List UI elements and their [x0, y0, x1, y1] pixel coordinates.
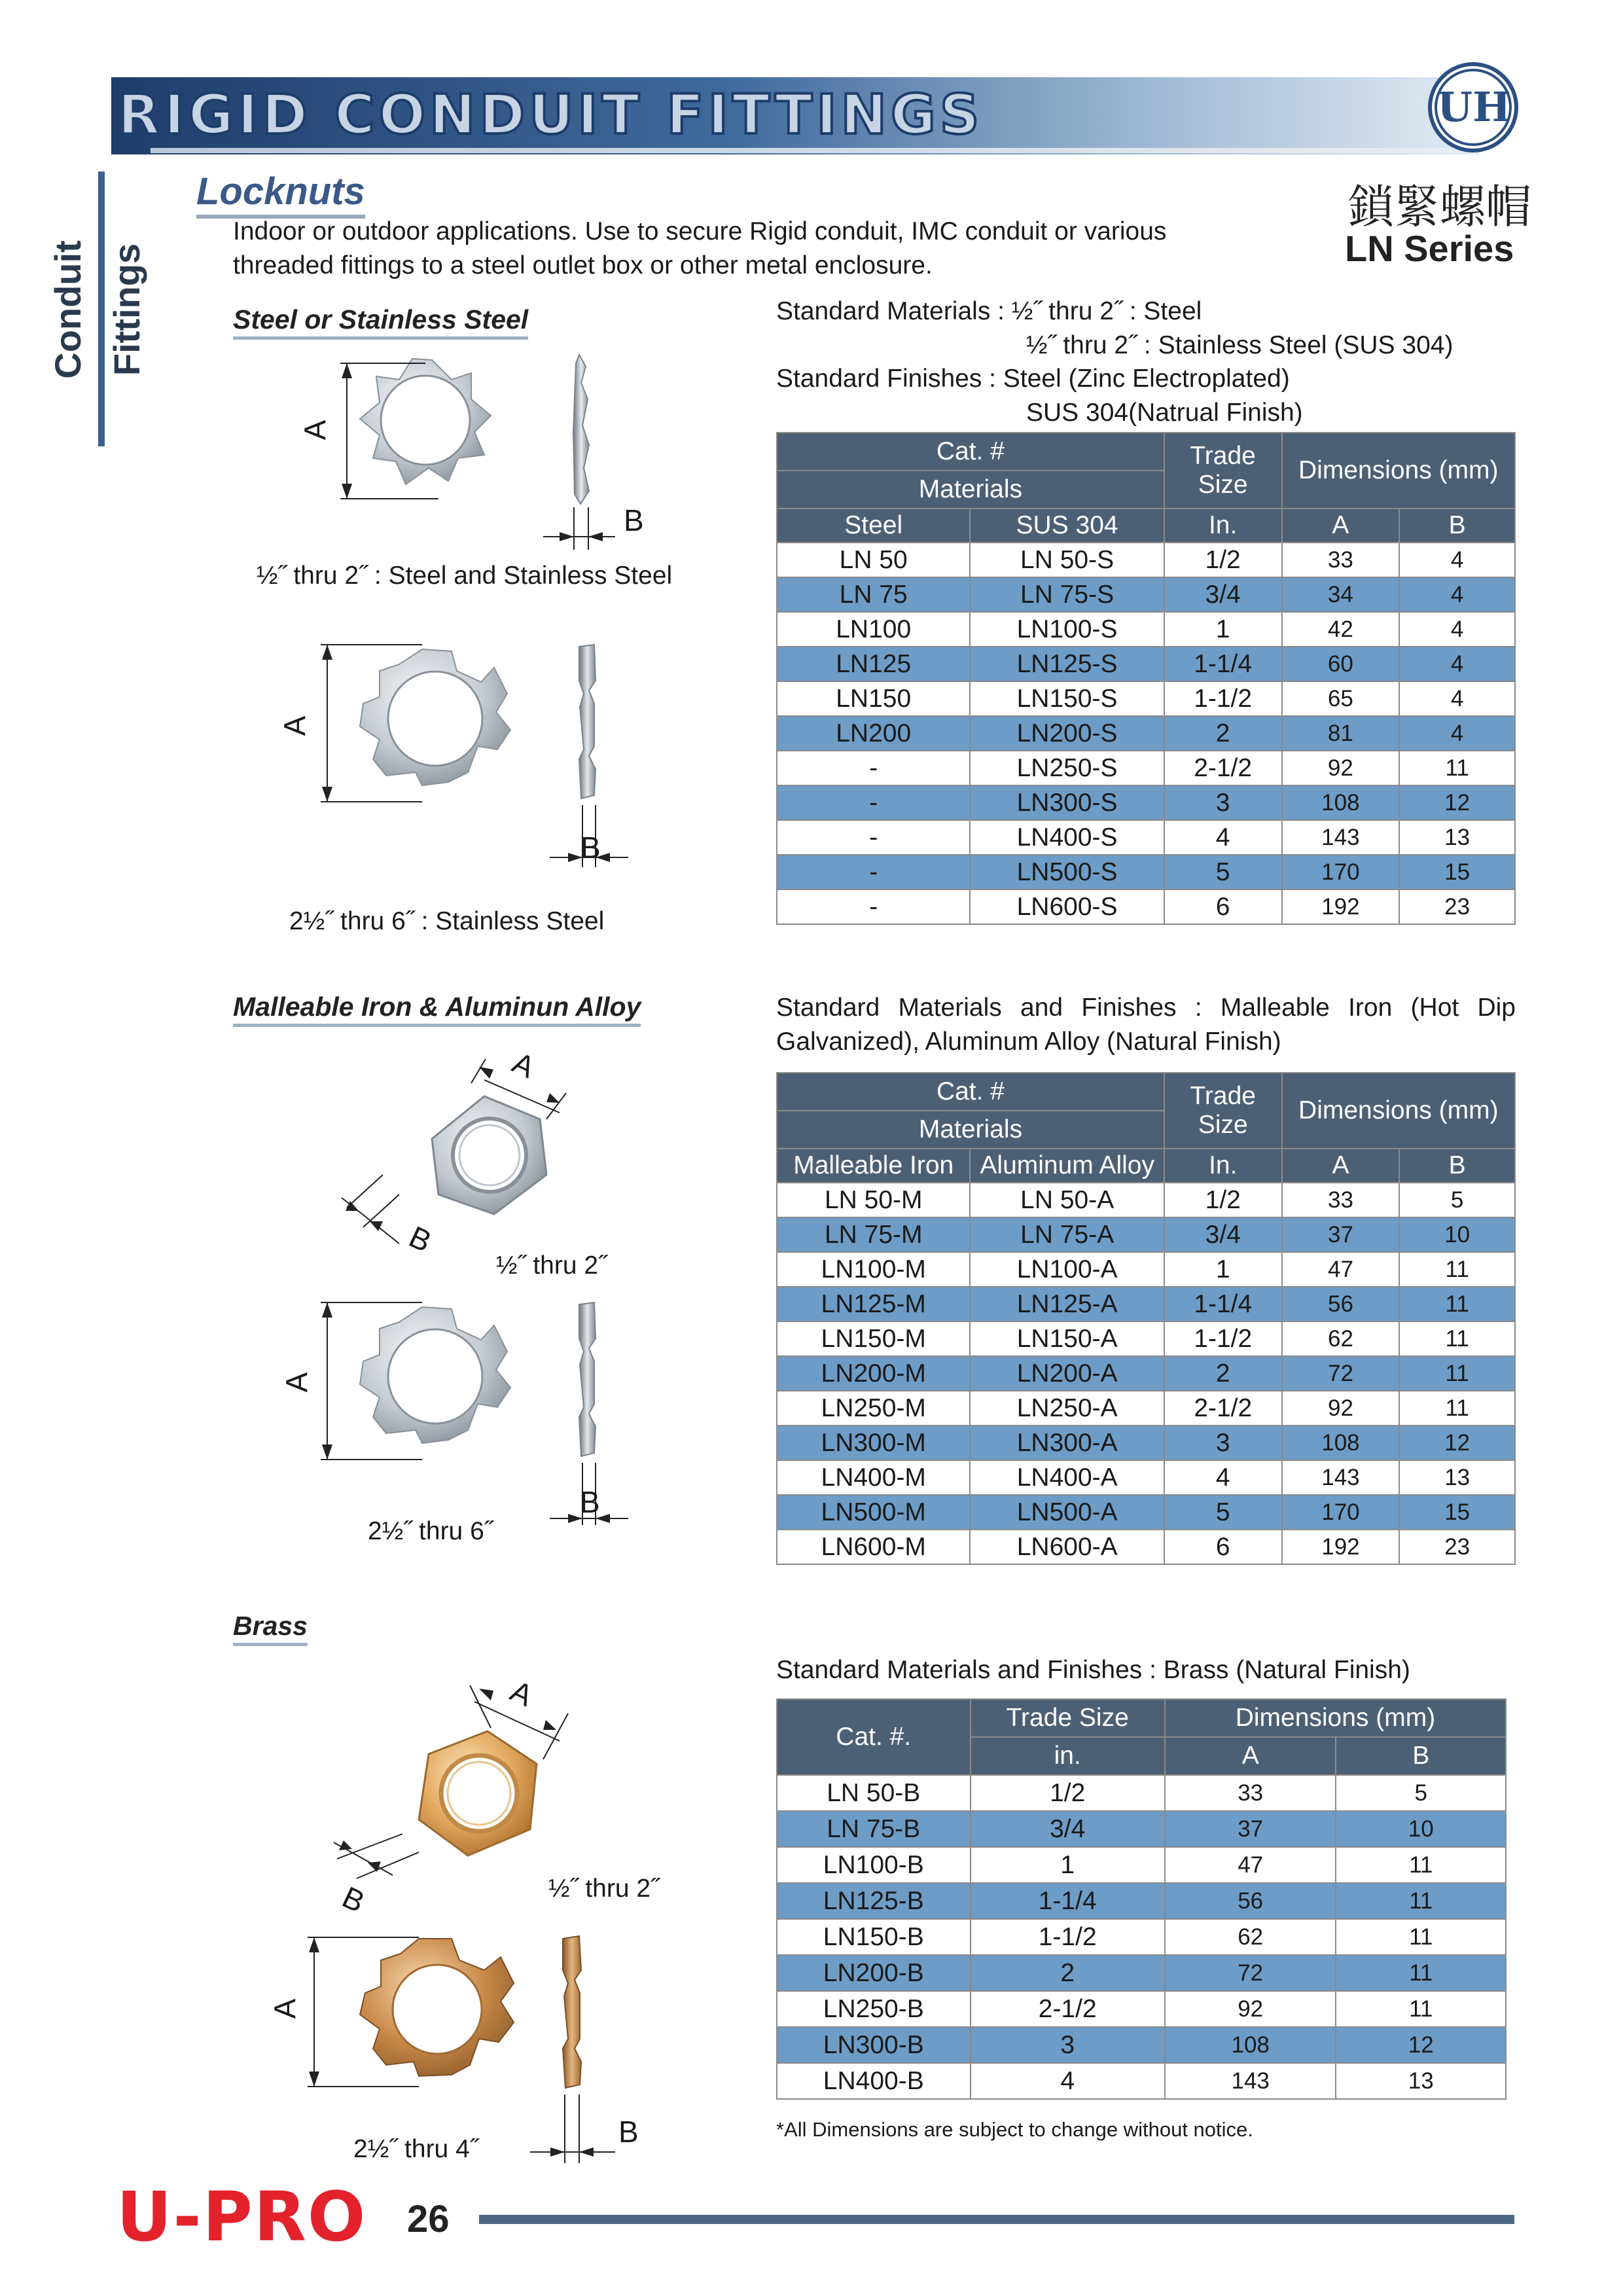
table-row	[777, 681, 1515, 716]
table-cell: LN250-A	[970, 1391, 1164, 1426]
column-header: B	[1399, 509, 1515, 543]
caption-malleable-small: ½˝ thru 2˝	[496, 1251, 607, 1280]
table-cell: LN400-B	[777, 2063, 971, 2099]
header-materials: Materials	[777, 1111, 1164, 1149]
table-cell: LN400-S	[970, 820, 1164, 855]
table-cell: 2-1/2	[1164, 751, 1282, 785]
table-cell: 11	[1336, 1883, 1506, 1919]
table-cell: 1/2	[1164, 543, 1282, 577]
table-row	[777, 1426, 1515, 1460]
table-row	[777, 2063, 1506, 2099]
table-cell: LN 50-M	[777, 1183, 970, 1217]
table-cell: 5	[1399, 1183, 1515, 1217]
footer-rule	[479, 2215, 1514, 2224]
dim-b-label: B	[337, 1879, 370, 1920]
steel-materials-note-1: Standard Materials : ½˝ thru 2˝ : Steel	[776, 297, 1202, 325]
table-cell: 1	[1164, 1252, 1282, 1287]
table-cell: 4	[1164, 1460, 1282, 1495]
dim-a-label: A	[298, 420, 332, 440]
table-row	[777, 1183, 1515, 1217]
table-cell: 62	[1165, 1919, 1336, 1955]
product-intro-line-1: Indoor or outdoor applications. Use to secure Rigid conduit, IMC conduit or various	[233, 217, 1167, 245]
table-row	[777, 612, 1515, 647]
table-row	[777, 1955, 1506, 1991]
table-cell: 72	[1165, 1955, 1336, 1991]
table-cell: LN 50-S	[970, 543, 1164, 577]
caption-steel-large: 2½˝ thru 6˝ : Stainless Steel	[289, 907, 605, 935]
table-cell: 13	[1399, 1460, 1515, 1495]
table-cell: 12	[1399, 1426, 1515, 1460]
table-row	[777, 1356, 1515, 1391]
table-cell: 2	[1164, 716, 1282, 751]
table-cell: 72	[1282, 1356, 1400, 1391]
table-cell: 1-1/4	[1164, 1287, 1282, 1321]
table-cell: 1	[1164, 612, 1282, 647]
table-cell: LN500-A	[970, 1495, 1164, 1530]
table-row	[777, 1217, 1515, 1252]
table-row	[777, 1391, 1515, 1426]
header-trade-size: Trade Size	[971, 1699, 1165, 1737]
table-cell: 13	[1336, 2063, 1506, 2099]
table-cell: LN125-M	[777, 1287, 970, 1321]
table-cell: 11	[1399, 1356, 1515, 1391]
dim-b-label: B	[580, 831, 601, 865]
table-cell: 1-1/2	[1164, 681, 1282, 716]
table-cell: 11	[1399, 751, 1515, 785]
table-row	[777, 716, 1515, 751]
table-cell: LN150-A	[970, 1321, 1164, 1356]
malleable-hex-locknut-figure	[334, 1047, 596, 1270]
table-cell: 33	[1165, 1775, 1336, 1811]
table-cell: 23	[1399, 889, 1515, 924]
dim-b-label: B	[580, 1485, 600, 1519]
table-row	[777, 820, 1515, 855]
table-cell: LN600-M	[777, 1530, 970, 1564]
table-cell: LN500-S	[970, 855, 1164, 889]
table-cell: 81	[1282, 716, 1400, 751]
section-heading-steel: Steel or Stainless Steel	[233, 302, 528, 340]
table-cell: LN100-M	[777, 1252, 970, 1287]
table-cell: 1-1/2	[971, 1919, 1165, 1955]
table-cell: LN 50-A	[970, 1183, 1164, 1217]
table-cell: 11	[1336, 1919, 1506, 1955]
table-cell: 33	[1282, 1183, 1400, 1217]
table-cell: 92	[1165, 1991, 1336, 2027]
table-cell: 108	[1282, 1426, 1400, 1460]
table-cell: 4	[971, 2063, 1165, 2099]
table-cell: 13	[1399, 820, 1515, 855]
table-cell: LN150-S	[970, 681, 1164, 716]
table-cell: 11	[1336, 1991, 1506, 2027]
table-cell: LN 75-M	[777, 1217, 970, 1252]
column-header: A	[1282, 1149, 1400, 1183]
steel-finishes-note-1: Standard Finishes : Steel (Zinc Electroplated)	[776, 365, 1290, 393]
table-cell: LN250-B	[777, 1991, 971, 2027]
table-cell: LN125	[777, 647, 970, 681]
table-cell: 37	[1282, 1217, 1400, 1252]
table-cell: 5	[1336, 1775, 1506, 1811]
table-cell: 143	[1282, 1460, 1400, 1495]
product-intro-line-2: threaded fittings to a steel outlet box or other metal enclosure.	[233, 251, 933, 279]
table-cell: LN150	[777, 681, 970, 716]
table-row	[777, 1460, 1515, 1495]
column-header: A	[1282, 509, 1400, 543]
caption-steel-small: ½˝ thru 2˝ : Steel and Stainless Steel	[257, 562, 673, 590]
table-cell: LN200-B	[777, 1955, 971, 1991]
table-cell: 143	[1165, 2063, 1336, 2099]
column-header: Aluminum Alloy	[970, 1149, 1164, 1183]
table-cell: LN300-B	[777, 2027, 971, 2063]
table-cell: LN300-M	[777, 1426, 970, 1460]
table-cell: LN250-M	[777, 1391, 970, 1426]
table-cell: LN400-M	[777, 1460, 970, 1495]
table-cell: 60	[1282, 647, 1400, 681]
table-row	[777, 647, 1515, 681]
section-heading-brass: Brass	[233, 1609, 308, 1646]
header-dimensions: Dimensions (mm)	[1282, 1073, 1515, 1149]
table-cell: 2-1/2	[1164, 1391, 1282, 1426]
header-dimensions: Dimensions (mm)	[1165, 1699, 1506, 1737]
table-cell: 15	[1399, 1495, 1515, 1530]
malleable-spec-table	[776, 1072, 1516, 1565]
table-cell: LN100-S	[970, 612, 1164, 647]
dim-a-label: A	[507, 1045, 541, 1085]
column-header: A	[1165, 1737, 1336, 1775]
table-cell: LN600-S	[970, 889, 1164, 924]
header-banner-shadow	[151, 148, 1479, 153]
column-header: In.	[1164, 509, 1282, 543]
table-cell: 1-1/4	[971, 1883, 1165, 1919]
table-cell: 6	[1164, 1530, 1282, 1564]
table-cell: 23	[1399, 1530, 1515, 1564]
table-cell: LN200-A	[970, 1356, 1164, 1391]
header-cat: Cat. #.	[777, 1699, 971, 1775]
table-cell: LN125-S	[970, 647, 1164, 681]
table-row	[777, 2027, 1506, 2063]
steel-locknut-small-figure	[288, 353, 654, 550]
table-cell: 2	[1164, 1356, 1282, 1391]
table-cell: 3/4	[971, 1811, 1165, 1847]
table-cell: 34	[1282, 577, 1400, 612]
table-cell: 11	[1399, 1391, 1515, 1426]
table-cell: 1/2	[971, 1775, 1165, 1811]
steel-spec-table	[776, 432, 1516, 925]
table-cell: 143	[1282, 820, 1400, 855]
table-cell: 1	[971, 1847, 1165, 1883]
dim-a-label: A	[279, 1372, 314, 1393]
table-cell: LN300-S	[970, 785, 1164, 820]
table-row	[777, 1991, 1506, 2027]
table-cell: 11	[1336, 1847, 1506, 1883]
column-header: In.	[1164, 1149, 1282, 1183]
side-tab-label: Conduit Fittings	[47, 240, 147, 379]
table-cell: -	[777, 785, 970, 820]
caption-malleable-large: 2½˝ thru 6˝	[368, 1517, 493, 1545]
table-cell: 42	[1282, 612, 1400, 647]
table-cell: 192	[1282, 889, 1400, 924]
dim-b-label: B	[404, 1219, 437, 1259]
table-row	[777, 1287, 1515, 1321]
table-cell: 1-1/4	[1164, 647, 1282, 681]
table-cell: LN100-A	[970, 1252, 1164, 1287]
table-cell: LN200	[777, 716, 970, 751]
table-row	[777, 1530, 1515, 1564]
malleable-materials-note-1: Standard Materials and Finishes : Malleable Iron (Hot Dip	[776, 994, 1516, 1022]
table-cell: 10	[1336, 1811, 1506, 1847]
header-cat: Cat. #	[777, 433, 1164, 471]
table-cell: 62	[1282, 1321, 1400, 1356]
column-header: in.	[971, 1737, 1165, 1775]
table-cell: LN 75-B	[777, 1811, 971, 1847]
header-trade-size: Trade Size	[1164, 433, 1282, 509]
table-cell: 1-1/2	[1164, 1321, 1282, 1356]
steel-finishes-note-2: SUS 304(Natrual Finish)	[1026, 399, 1303, 427]
table-cell: 4	[1399, 647, 1515, 681]
table-cell: 3	[971, 2027, 1165, 2063]
caption-brass-small: ½˝ thru 2˝	[548, 1874, 660, 1903]
footer-brand-logo: U-PRO	[116, 2177, 367, 2257]
table-cell: LN150-M	[777, 1321, 970, 1356]
column-header: Malleable Iron	[777, 1149, 970, 1183]
table-cell: 6	[1164, 889, 1282, 924]
table-cell: 56	[1282, 1287, 1400, 1321]
table-cell: LN300-A	[970, 1426, 1164, 1460]
header-cat: Cat. #	[777, 1073, 1164, 1111]
page-title: RIGID CONDUIT FITTINGS	[118, 82, 984, 147]
table-cell: 4	[1399, 612, 1515, 647]
footnote: *All Dimensions are subject to change without notice.	[776, 2118, 1253, 2141]
table-row	[777, 1919, 1506, 1955]
table-row	[777, 1321, 1515, 1356]
table-cell: 4	[1399, 716, 1515, 751]
table-cell: 10	[1399, 1217, 1515, 1252]
table-row	[777, 543, 1515, 577]
table-row	[777, 1252, 1515, 1287]
table-cell: 192	[1282, 1530, 1400, 1564]
brass-locknut-large-figure	[288, 1931, 654, 2166]
table-cell: 3/4	[1164, 577, 1282, 612]
column-header: B	[1336, 1737, 1506, 1775]
table-cell: LN150-B	[777, 1919, 971, 1955]
table-cell: LN 75-A	[970, 1217, 1164, 1252]
table-cell: 47	[1165, 1847, 1336, 1883]
table-cell: 4	[1399, 681, 1515, 716]
table-cell: LN200-S	[970, 716, 1164, 751]
table-cell: LN 50-B	[777, 1775, 971, 1811]
table-cell: LN 75	[777, 577, 970, 612]
table-row	[777, 1495, 1515, 1530]
product-title: Locknuts	[196, 169, 365, 219]
table-cell: -	[777, 751, 970, 785]
dim-a-label: A	[277, 715, 312, 736]
table-cell: 12	[1399, 785, 1515, 820]
dim-a-label: A	[505, 1673, 539, 1713]
column-header: Steel	[777, 509, 970, 543]
table-cell: 47	[1282, 1252, 1400, 1287]
table-cell: 3	[1164, 785, 1282, 820]
table-cell: LN125-A	[970, 1287, 1164, 1321]
column-header: SUS 304	[970, 509, 1164, 543]
table-cell: 56	[1165, 1883, 1336, 1919]
table-cell: LN 50	[777, 543, 970, 577]
header-dimensions: Dimensions (mm)	[1282, 433, 1516, 509]
table-cell: 2-1/2	[971, 1991, 1165, 2027]
table-cell: -	[777, 855, 970, 889]
table-cell: 108	[1282, 785, 1400, 820]
table-cell: 92	[1282, 751, 1400, 785]
table-cell: 1/2	[1164, 1183, 1282, 1217]
table-cell: 4	[1164, 820, 1282, 855]
brass-materials-note: Standard Materials and Finishes : Brass (Natural Finish)	[776, 1656, 1410, 1684]
table-cell: 4	[1399, 543, 1515, 577]
table-cell: 65	[1282, 681, 1400, 716]
table-cell: 11	[1399, 1287, 1515, 1321]
table-cell: -	[777, 820, 970, 855]
table-cell: 170	[1282, 1495, 1400, 1530]
table-cell: LN500-M	[777, 1495, 970, 1530]
section-heading-malleable: Malleable Iron & Aluminun Alloy	[233, 990, 641, 1027]
table-row	[777, 855, 1515, 889]
table-cell: 108	[1165, 2027, 1336, 2063]
brand-logo-mark: UH	[1435, 69, 1512, 146]
header-trade-size: Trade Size	[1164, 1073, 1282, 1149]
table-cell: LN 75-S	[970, 577, 1164, 612]
product-chinese-name: 鎖緊螺帽	[1348, 180, 1531, 234]
table-cell: LN125-B	[777, 1883, 971, 1919]
table-cell: 92	[1282, 1391, 1400, 1426]
table-cell: 37	[1165, 1811, 1336, 1847]
table-row	[777, 1847, 1506, 1883]
table-cell: 2	[971, 1955, 1165, 1991]
dim-b-label: B	[624, 503, 644, 537]
table-row	[777, 1775, 1506, 1811]
dim-b-label: B	[618, 2115, 639, 2149]
table-cell: LN400-A	[970, 1460, 1164, 1495]
table-cell: LN100-B	[777, 1847, 971, 1883]
malleable-materials-note-2: Galvanized), Aluminum Alloy (Natural Finish)	[776, 1028, 1281, 1056]
table-row	[777, 577, 1515, 612]
table-cell: 33	[1282, 543, 1400, 577]
caption-brass-large: 2½˝ thru 4˝	[353, 2135, 478, 2163]
table-cell: 4	[1399, 577, 1515, 612]
table-cell: 5	[1164, 1495, 1282, 1530]
table-cell: 5	[1164, 855, 1282, 889]
table-cell: LN200-M	[777, 1356, 970, 1391]
table-cell: 3/4	[1164, 1217, 1282, 1252]
table-row	[777, 1811, 1506, 1847]
table-row	[777, 785, 1515, 820]
table-cell: -	[777, 889, 970, 924]
table-cell: 3	[1164, 1426, 1282, 1460]
table-cell: LN250-S	[970, 751, 1164, 785]
table-cell: 11	[1336, 1955, 1506, 1991]
table-cell: 12	[1336, 2027, 1506, 2063]
table-row	[777, 889, 1515, 924]
table-cell: 15	[1399, 855, 1515, 889]
page-number: 26	[407, 2198, 450, 2240]
steel-materials-note-2: ½˝ thru 2˝ : Stainless Steel (SUS 304)	[1026, 331, 1454, 359]
table-row	[777, 751, 1515, 785]
table-cell: 170	[1282, 855, 1400, 889]
dim-a-label: A	[268, 1998, 302, 2019]
column-header: B	[1399, 1149, 1515, 1183]
brass-spec-table	[776, 1698, 1507, 2100]
table-cell: LN100	[777, 612, 970, 647]
table-row	[777, 1883, 1506, 1919]
table-cell: 11	[1399, 1321, 1515, 1356]
table-cell: 11	[1399, 1252, 1515, 1287]
header-materials: Materials	[777, 471, 1164, 509]
product-series: LN Series	[1345, 228, 1514, 269]
table-cell: LN600-A	[970, 1530, 1164, 1564]
